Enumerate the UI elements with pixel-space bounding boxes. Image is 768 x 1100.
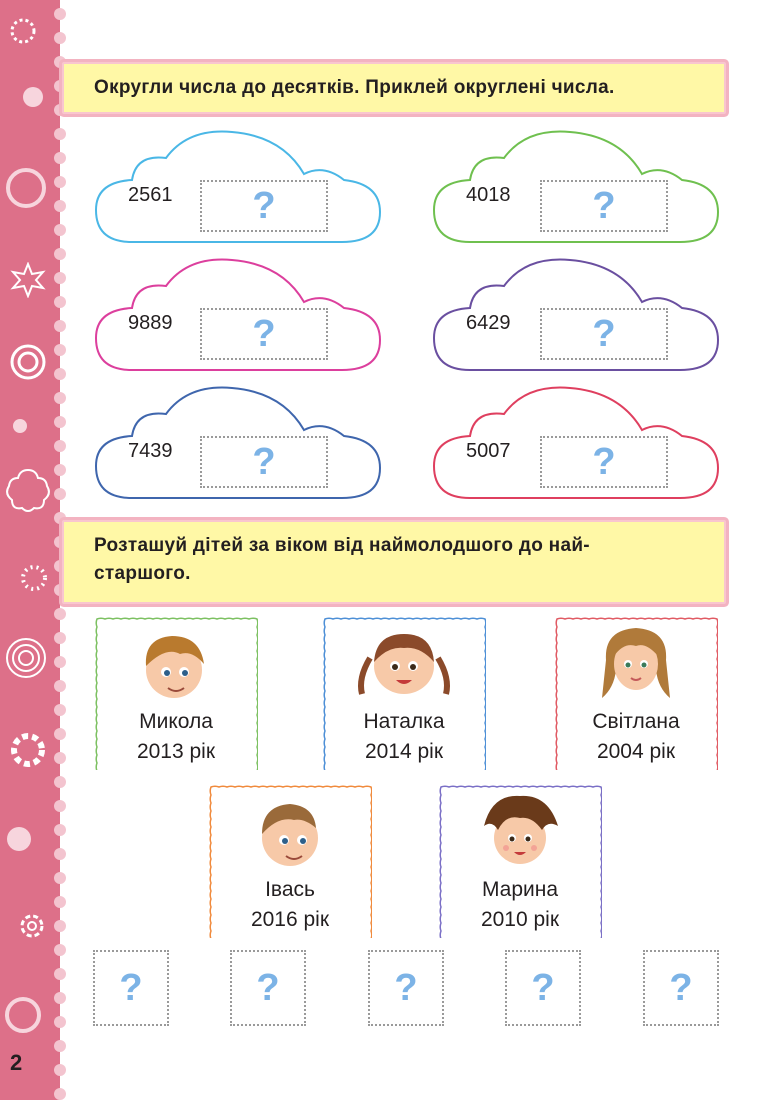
cloud-number: 5007 [466,440,511,462]
task2-instruction-banner [62,520,726,604]
perforation-dot [54,224,66,236]
task1-instruction: Округли числа до десятків. Приклей округлені числа. [94,77,615,98]
circle-icon [22,86,44,108]
perforation-dot [54,248,66,260]
perforation-dot [54,920,66,932]
order-slot-4[interactable] [505,950,581,1026]
perforation-dot [54,872,66,884]
answer-slot[interactable] [540,180,668,232]
question-mark: ? [119,966,143,1009]
task2-instruction-line2: старшого. [94,563,191,584]
perforation-dot [54,176,66,188]
question-mark: ? [592,312,616,355]
child-year: 2004 рік [596,740,676,763]
perforation-dot [54,344,66,356]
perforation-dot [54,200,66,212]
perforation-dot [54,272,66,284]
cloud-number: 2561 [128,184,173,206]
girl-braids-face-icon [354,622,454,706]
perforation-dot [54,704,66,716]
concentric-rings-icon [4,636,48,680]
question-mark: ? [252,440,276,483]
answer-slot[interactable] [540,308,668,360]
double-ring-icon [8,342,48,382]
child-card-maryna[interactable] [438,784,602,938]
perforation-dot [54,776,66,788]
perforation-dot [54,896,66,908]
question-mark: ? [256,966,280,1009]
page-number: 2 [10,1050,23,1075]
dotted-circle-icon [18,562,50,594]
child-card-mykola[interactable] [94,616,258,770]
perforation-dot [54,1088,66,1100]
order-slot-5[interactable] [643,950,719,1026]
child-name: Марина [481,878,559,901]
perforation-dot [54,8,66,20]
perforation-dot [54,800,66,812]
cloud-number: 6429 [466,312,511,334]
perforation-dot [54,440,66,452]
perforation-dot [54,1016,66,1028]
cloud-number: 9889 [128,312,173,334]
perforation-dot [54,992,66,1004]
task2-instruction-line1: Розташуй дітей за віком від наймолодшого до най- [94,535,590,556]
perforation-dot [54,128,66,140]
cloud-item [430,380,720,500]
perforation-dot [54,296,66,308]
order-slot-3[interactable] [368,950,444,1026]
child-card-ivas[interactable] [208,784,372,938]
child-year: 2014 рік [364,740,444,763]
dotted-ring-icon [8,16,38,46]
cloud-item [92,380,382,500]
perforation-dot [54,824,66,836]
perforation-dot [54,968,66,980]
perforation-dot [54,152,66,164]
task1-instruction-banner [62,62,726,114]
ring-icon [4,166,48,210]
question-mark: ? [592,440,616,483]
answer-slot[interactable] [200,308,328,360]
perforation-dot [54,944,66,956]
cloud-number: 4018 [466,184,511,206]
girl-short-hair-face-icon [476,790,564,872]
child-card-svitlana[interactable] [554,616,718,770]
perforation-dot [54,1040,66,1052]
child-year: 2016 рік [250,908,330,931]
perforation-dot [54,608,66,620]
child-year: 2010 рік [480,908,560,931]
perforation-dot [54,656,66,668]
answer-slot[interactable] [200,180,328,232]
child-card-natalka[interactable] [322,616,486,770]
question-mark: ? [531,966,555,1009]
dashed-ring-icon [8,730,48,770]
perforation-dot [54,368,66,380]
boy-face-icon [134,624,214,704]
small-circle-icon [12,418,28,434]
question-mark: ? [592,184,616,227]
flower-outline-icon [10,262,46,298]
perforation-dot [54,464,66,476]
child-name: Івась [265,878,315,901]
cloud-item [92,124,382,244]
answer-slot[interactable] [540,436,668,488]
perforation-dot [54,488,66,500]
perforation-dot [54,416,66,428]
perforation-dot [54,728,66,740]
perforation-dot [54,392,66,404]
perforation-dot [54,632,66,644]
perforation-dot [54,1064,66,1076]
question-mark: ? [669,966,693,1009]
cloud-item [430,252,720,372]
question-mark: ? [252,184,276,227]
perforation-dot [54,32,66,44]
order-slot-1[interactable] [93,950,169,1026]
perforation-dot [54,752,66,764]
cloud-number: 7439 [128,440,173,462]
perforation-dot [54,680,66,692]
cloud-item [430,124,720,244]
perforation-dot [54,848,66,860]
child-name: Наталка [363,710,445,733]
question-mark: ? [394,966,418,1009]
ring-icon-2 [2,994,44,1036]
flower-shape-icon [4,466,52,514]
child-name: Микола [139,710,213,733]
answer-slot[interactable] [200,436,328,488]
question-mark: ? [252,312,276,355]
circle-icon-2 [4,824,34,854]
swirl-icon [14,908,50,944]
girl-long-hair-face-icon [598,620,674,708]
cloud-item [92,252,382,372]
order-slot-2[interactable] [230,950,306,1026]
boy-face-icon-2 [250,792,330,872]
perforation-dot [54,320,66,332]
child-name: Світлана [592,710,680,733]
child-year: 2013 рік [136,740,216,763]
